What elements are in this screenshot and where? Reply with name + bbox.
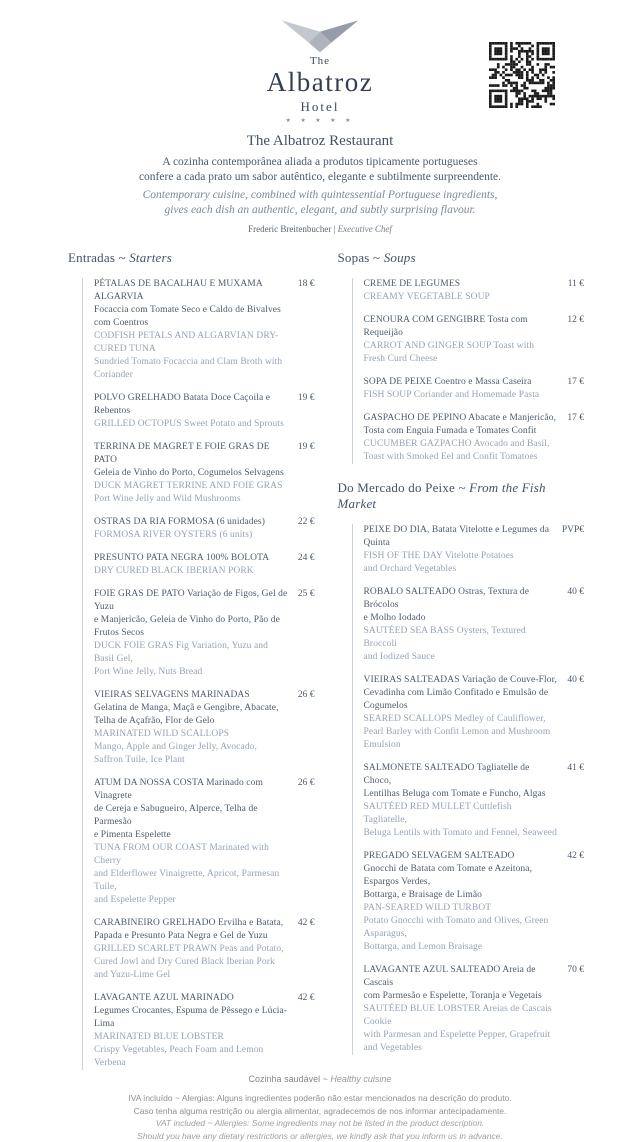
section-items	[352, 278, 585, 464]
item-line-en: CREAMY VEGETABLE SOUP	[364, 291, 558, 304]
logo-name: Albatroz	[0, 69, 640, 96]
item-price: 42 €	[567, 850, 584, 863]
section-heading: Entradas ~ Starters	[68, 250, 315, 266]
item-line-pt: VIEIRAS SELVAGENS MARINADAS	[94, 689, 288, 702]
qr-code	[489, 42, 555, 108]
item-price: 22 €	[298, 516, 315, 529]
item-line-en: Mango, Apple and Ginger Jelly, Avocado,	[94, 741, 288, 754]
section-items	[352, 524, 585, 1055]
footer-note-en: Should you have any dietary restrictions or allergies, we kindly ask that you inform us in advance.	[0, 1130, 640, 1142]
item-line-en: Sundried Tomato Focaccia and Clam Broth with Coriander	[94, 356, 288, 382]
item-line-pt: Bottarga, e Braisage de Limão	[364, 889, 558, 902]
logo-the: The	[0, 56, 640, 67]
healthy-pt: Cozinha saudável	[249, 1074, 321, 1084]
item-line-en: SAUTÉED SEA BASS Oysters, Textured Broccoli	[364, 625, 558, 651]
section-heading: Do Mercado do Peixe ~ From the Fish Market	[338, 480, 585, 512]
item-line-en: FISH SOUP Coriander and Homemade Pasta	[364, 389, 558, 402]
chef-title: Executive Chef	[338, 224, 392, 234]
item-line-pt: Telha de Açafrão, Flor de Gelo	[94, 715, 288, 728]
item-price: 40 €	[567, 586, 584, 599]
item-line-en: Toast with Smoked Eel and Confit Tomatoes	[364, 451, 558, 464]
item-line-en: Port Wine Jelly and Wild Mushrooms	[94, 493, 288, 506]
item-line-en: Beluga Lentils with Tomato and Fennel, Seaweed	[364, 827, 558, 840]
item-line-pt: Geleia de Vinho do Porto, Cogumelos Selvagens	[94, 467, 288, 480]
item-line-en: Saffron Tuile, Ice Plant	[94, 754, 288, 767]
item-line-pt: TERRINA DE MAGRET E FOIE GRAS DE PATO	[94, 441, 288, 467]
item-line-en: with Parmesan and Espelette Pepper, Grapefruit and Vegetables	[364, 1029, 558, 1055]
item-line-en: DRY CURED BLACK IBERIAN PORK	[94, 565, 288, 578]
item-line-pt: GASPACHO DE PEPINO Abacate e Manjericão,	[364, 412, 558, 425]
item-line-pt: Focaccia com Tomate Seco e Caldo de Bivalves com Coentros	[94, 304, 288, 330]
menu-item	[364, 314, 585, 366]
item-line-pt: VIEIRAS SALTEADAS Variação de Couve-Flor,	[364, 674, 558, 687]
menu-item	[94, 917, 315, 982]
item-line-pt: PEIXE DO DIA, Batata Vitelotte e Legumes da Quinta	[364, 524, 552, 550]
item-line-pt: Papada e Presunto Pata Negra e Gel de Yuzu	[94, 930, 288, 943]
item-price: 11 €	[568, 278, 584, 291]
item-line-pt: SALMONETE SALTEADO Tagliatelle de Choco,	[364, 762, 558, 788]
healthy-cuisine-line	[0, 1074, 640, 1084]
logo-stars: ★ ★ ★ ★ ★	[0, 118, 640, 124]
item-price: 40 €	[567, 674, 584, 687]
item-line-en: and Yuzu-Lime Gel	[94, 969, 288, 982]
item-price: 18 €	[298, 278, 315, 291]
item-line-en: Cured Jowl and Dry Cured Black Iberian Pork	[94, 956, 288, 969]
intro-line-pt: confere a cada prato um sabor autêntico, elegante e subtilmente surpreendente.	[0, 170, 640, 185]
item-line-pt: ATUM DA NOSSA COSTA Marinado com Vinagrete	[94, 777, 288, 803]
menu-item	[364, 524, 585, 576]
item-line-pt: SOPA DE PEIXE Coentro e Massa Caseira	[364, 376, 558, 389]
menu-item	[94, 552, 315, 578]
menu-item	[94, 441, 315, 506]
item-price: 41 €	[567, 762, 584, 775]
menu-item	[364, 278, 585, 304]
menu-item	[364, 376, 585, 402]
item-line-pt: CARABINEIRO GRELHADO Ervilha e Batata,	[94, 917, 288, 930]
item-line-pt: Lentilhas Beluga com Tomate e Funcho, Algas	[364, 788, 558, 801]
item-price: 12 €	[567, 314, 584, 327]
intro-line-pt: A cozinha contemporânea aliada a produtos tipicamente portugueses	[0, 155, 640, 170]
item-price: 26 €	[298, 777, 315, 790]
item-line-pt: Tosta com Enguia Fumada e Tomates Confit	[364, 425, 558, 438]
menu-item	[364, 762, 585, 840]
menu-item	[94, 689, 315, 767]
healthy-en: Healthy cuisine	[330, 1074, 391, 1084]
item-line-en: GRILLED SCARLET PRAWN Peas and Potato,	[94, 943, 288, 956]
item-price: 24 €	[298, 552, 315, 565]
item-line-en: SEARED SCALLOPS Medley of Cauliflower,	[364, 713, 558, 726]
item-price: 42 €	[298, 992, 315, 1005]
item-line-pt: Legumes Crocantes, Espuma de Pêssego e Lúcia-Lima	[94, 1005, 288, 1031]
item-line-en: Bottarga, and Lemon Braisage	[364, 941, 558, 954]
item-line-en: DUCK MAGRET TERRINE AND FOIE GRAS	[94, 480, 288, 493]
item-line-en: SAUTÉED BLUE LOBSTER Areias de Cascais Cookie	[364, 1003, 558, 1029]
item-line-pt: FOIE GRAS DE PATO Variação de Figos, Gel de Yuzu	[94, 588, 288, 614]
item-line-pt: CREME DE LEGUMES	[364, 278, 558, 291]
albatross-icon	[271, 14, 369, 54]
menu-item	[364, 850, 585, 954]
item-line-en: TUNA FROM OUR COAST Marinated with Cherry	[94, 842, 288, 868]
item-line-en: CARROT AND GINGER SOUP Toast with Fresh Curd Cheese	[364, 340, 558, 366]
menu-column	[68, 250, 315, 1074]
item-line-en: SAUTÉED RED MULLET Cuttlefish Tagliatelle,	[364, 801, 558, 827]
menu-body	[0, 250, 640, 1074]
item-line-en: Potato Gnocchi with Tomato and Olives, Green Asparagus,	[364, 915, 558, 941]
item-price: 70 €	[567, 964, 584, 977]
item-price: 26 €	[298, 689, 315, 702]
item-line-en: and Elderflower Vinaigrette, Apricot, Parmesan Tuile,	[94, 868, 288, 894]
item-price: 17 €	[567, 412, 584, 425]
item-line-en: CODFISH PETALS AND ALGARVIAN DRY-CURED TUNA	[94, 330, 288, 356]
section-heading: Sopas ~ Soups	[338, 250, 585, 266]
item-line-en: FORMOSA RIVER OYSTERS (6 units)	[94, 529, 288, 542]
item-price: 19 €	[298, 441, 315, 454]
item-line-pt: CENOURA COM GENGIBRE Tosta com Requeijão	[364, 314, 558, 340]
item-line-pt: Gelatina de Manga, Maçã e Gengibre, Abacate,	[94, 702, 288, 715]
item-line-en: GRILLED OCTOPUS Sweet Potato and Sprouts	[94, 418, 288, 431]
item-line-pt: Cevadinha com Limão Confitado e Emulsão de Cogumelos	[364, 687, 558, 713]
intro-line-en: gives each dish an authentic, elegant, and subtly surprising flavour.	[0, 203, 640, 218]
item-line-en: FISH OF THE DAY Vitelotte Potatoes	[364, 550, 552, 563]
restaurant-title: The Albatroz Restaurant	[0, 133, 640, 150]
item-price: PVP€	[562, 524, 584, 537]
footer	[0, 1074, 640, 1142]
menu-item	[94, 392, 315, 431]
item-line-en: MARINATED WILD SCALLOPS	[94, 728, 288, 741]
item-line-pt: PREGADO SELVAGEM SALTEADO	[364, 850, 558, 863]
item-line-en: Port Wine Jelly, Nuts Bread	[94, 666, 288, 679]
item-line-pt: e Manjericão, Geleia de Vinho do Porto, Pão de Frutos Secos	[94, 614, 288, 640]
item-line-en: Crispy Vegetables, Peach Foam and Lemon Verbena	[94, 1044, 288, 1070]
item-line-pt: PRESUNTO PATA NEGRA 100% BOLOTA	[94, 552, 288, 565]
footer-note-pt: IVA incluído ~ Alergias: Alguns ingredientes poderão não estar mencionados na descrição do produto.	[0, 1092, 640, 1105]
item-line-pt: OSTRAS DA RIA FORMOSA (6 unidades)	[94, 516, 288, 529]
menu-item	[364, 674, 585, 752]
menu-column	[338, 250, 585, 1074]
item-price: 42 €	[298, 917, 315, 930]
item-line-en: DUCK FOIE GRAS Fig Variation, Yuzu and Basil Gel,	[94, 640, 288, 666]
item-line-en: Pearl Barley with Confit Lemon and Mushroom Emulsion	[364, 726, 558, 752]
footer-note-pt: Caso tenha alguma restrição ou alergia alimentar, agradecemos de nos informar antecipadamente.	[0, 1105, 640, 1118]
item-price: 19 €	[298, 392, 315, 405]
item-line-en: and Iodized Sauce	[364, 651, 558, 664]
item-line-pt: ROBALO SALTEADO Ostras, Textura de Brócolos	[364, 586, 558, 612]
chef-line	[0, 224, 640, 234]
item-line-pt: com Parmesão e Espelette, Toranja e Vegetais	[364, 990, 558, 1003]
item-line-en: PAN-SEARED WILD TURBOT	[364, 902, 558, 915]
item-line-pt: e Pimenta Espelette	[94, 829, 288, 842]
menu-item	[94, 992, 315, 1070]
intro-line-en: Contemporary cuisine, combined with quintessential Portuguese ingredients,	[0, 188, 640, 203]
menu-item	[94, 588, 315, 679]
menu-item	[364, 586, 585, 664]
menu-item	[94, 777, 315, 907]
item-line-pt: LAVAGANTE AZUL SALTEADO Areia de Cascais	[364, 964, 558, 990]
item-line-en: and Espelette Pepper	[94, 894, 288, 907]
chef-separator: |	[334, 224, 336, 234]
healthy-separator: ~	[323, 1074, 328, 1084]
item-line-pt: LAVAGANTE AZUL MARINADO	[94, 992, 288, 1005]
item-line-pt: e Molho Iodado	[364, 612, 558, 625]
logo-hotel: Hotel	[0, 100, 640, 113]
item-line-en: CUCUMBER GAZPACHO Avocado and Basil,	[364, 438, 558, 451]
menu-item	[94, 278, 315, 382]
menu-item	[364, 964, 585, 1055]
item-price: 25 €	[298, 588, 315, 601]
item-price: 17 €	[567, 376, 584, 389]
item-line-pt: PÉTALAS DE BACALHAU E MUXAMA ALGARVIA	[94, 278, 288, 304]
item-line-pt: de Cereja e Sabugueiro, Alperce, Telha de Parmesão	[94, 803, 288, 829]
item-line-en: MARINATED BLUE LOBSTER	[94, 1031, 288, 1044]
section-items	[82, 278, 315, 1070]
footer-note-en: VAT included ~ Allergies: Some ingredients may not be listed in the product description.	[0, 1117, 640, 1130]
chef-name: Frederic Breitenbucher	[248, 224, 331, 234]
item-line-pt: POLVO GRELHADO Batata Doce Caçoila e Rebentos	[94, 392, 288, 418]
intro-section	[0, 133, 640, 234]
menu-item	[364, 412, 585, 464]
item-line-en: and Orchard Vegetables	[364, 563, 552, 576]
menu-item	[94, 516, 315, 542]
item-line-pt: Gnocchi de Batata com Tomate e Azeitona, Espargos Verdes,	[364, 863, 558, 889]
